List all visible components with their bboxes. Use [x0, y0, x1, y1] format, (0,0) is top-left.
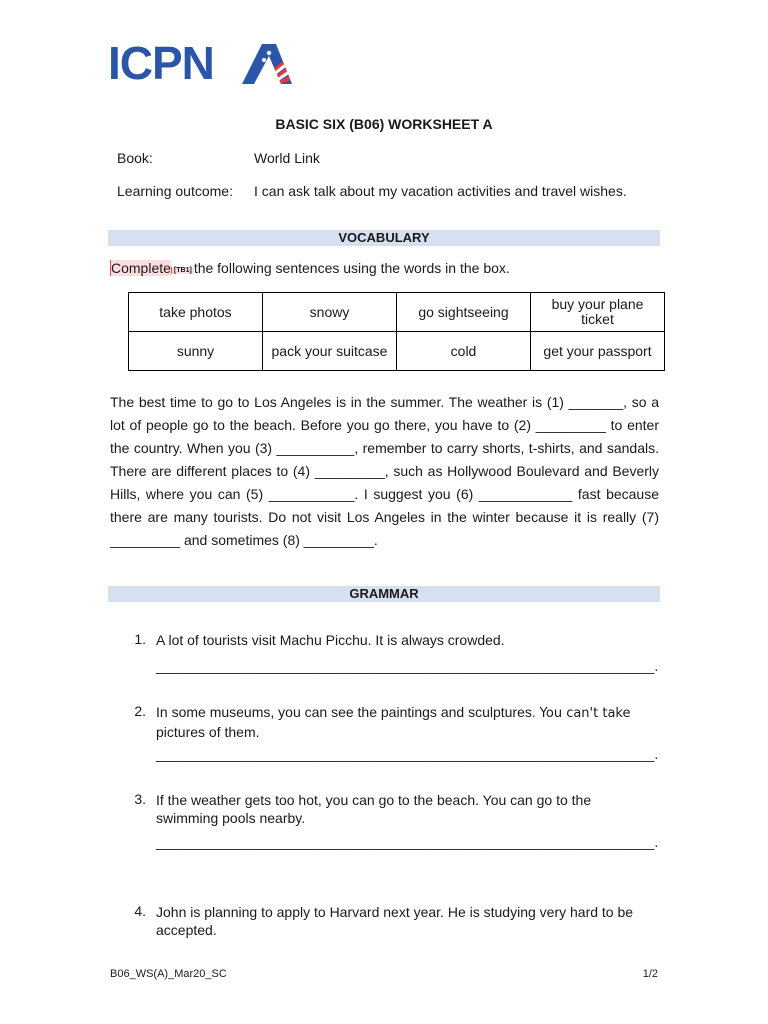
word-box-cell: pack your suitcase	[263, 332, 397, 371]
question-number: 4.	[134, 903, 146, 919]
worksheet-title: BASIC SIX (B06) WORKSHEET A	[275, 116, 493, 132]
learning-outcome-label: Learning outcome:	[117, 183, 233, 199]
answer-line: ________________________________________________________________.	[156, 746, 659, 762]
book-label: Book:	[117, 150, 153, 166]
comment-marker[interactable]: [TB1]	[171, 267, 194, 274]
grammar-heading: GRAMMAR	[108, 586, 660, 602]
answer-line: ________________________________________________________________.	[156, 658, 659, 674]
word-box-cell: buy your plane ticket	[531, 293, 665, 332]
word-box-cell: get your passport	[531, 332, 665, 371]
answer-line: ________________________________________________________________.	[156, 834, 659, 850]
question-number: 2.	[134, 703, 146, 719]
question-text	[156, 703, 656, 741]
word-box-row	[129, 293, 665, 332]
instruction-text: the following sentences using the words in the box.	[193, 260, 510, 276]
word-box-cell: take photos	[129, 293, 263, 332]
vocabulary-instruction	[110, 260, 510, 276]
word-box-cell: sunny	[129, 332, 263, 371]
commented-word[interactable]: Complete	[111, 260, 171, 276]
question-text: John is planning to apply to Harvard next year. He is studying very hard to be accepted.	[156, 904, 634, 938]
question-text-part: You can't take	[539, 706, 631, 721]
question-number: 3.	[134, 791, 146, 807]
logo-text: ICPN	[108, 37, 214, 89]
question-number: 1.	[134, 631, 146, 647]
word-box-cell: go sightseeing	[397, 293, 531, 332]
book-value: World Link	[254, 150, 320, 166]
question-text-part: In some museums, you can see the paintings and sculptures.	[156, 704, 540, 720]
cloze-paragraph: The best time to go to Los Angeles is in the summer. The weather is (1) _______, so a lot of people go to the beach. Before you go there, you have to (2) _________ to enter the country. When you (3) __________, remember to carry shorts, t-shirts, and sandals. There are different places to (4) _________, such as Hollywood Boulevard and Beverly Hills, where you can (5) ___________. I suggest you (6) ____________ fast because there are many tourists. Do not visit Los Angeles in the winter because it is really (7) _________ and sometimes (8) _________.	[110, 394, 659, 548]
footer-page-number: 1/2	[642, 968, 658, 980]
word-box	[128, 292, 665, 371]
word-box-cell: cold	[397, 332, 531, 371]
footer-document-code: B06_WS(A)_Mar20_SC	[110, 968, 227, 980]
question-text: If the weather gets too hot, you can go to the beach. You can go to the swimming pools nearby.	[156, 792, 592, 826]
question-text: A lot of tourists visit Machu Picchu. It is always crowded.	[156, 632, 505, 648]
word-box-row	[129, 332, 665, 371]
vocabulary-heading: VOCABULARY	[108, 230, 660, 246]
icpna-logo	[108, 37, 288, 89]
question-text-part: pictures of them.	[156, 724, 260, 740]
word-box-cell: snowy	[263, 293, 397, 332]
flag-a-icon	[242, 44, 292, 84]
learning-outcome-value: I can ask talk about my vacation activities and travel wishes.	[254, 183, 627, 199]
